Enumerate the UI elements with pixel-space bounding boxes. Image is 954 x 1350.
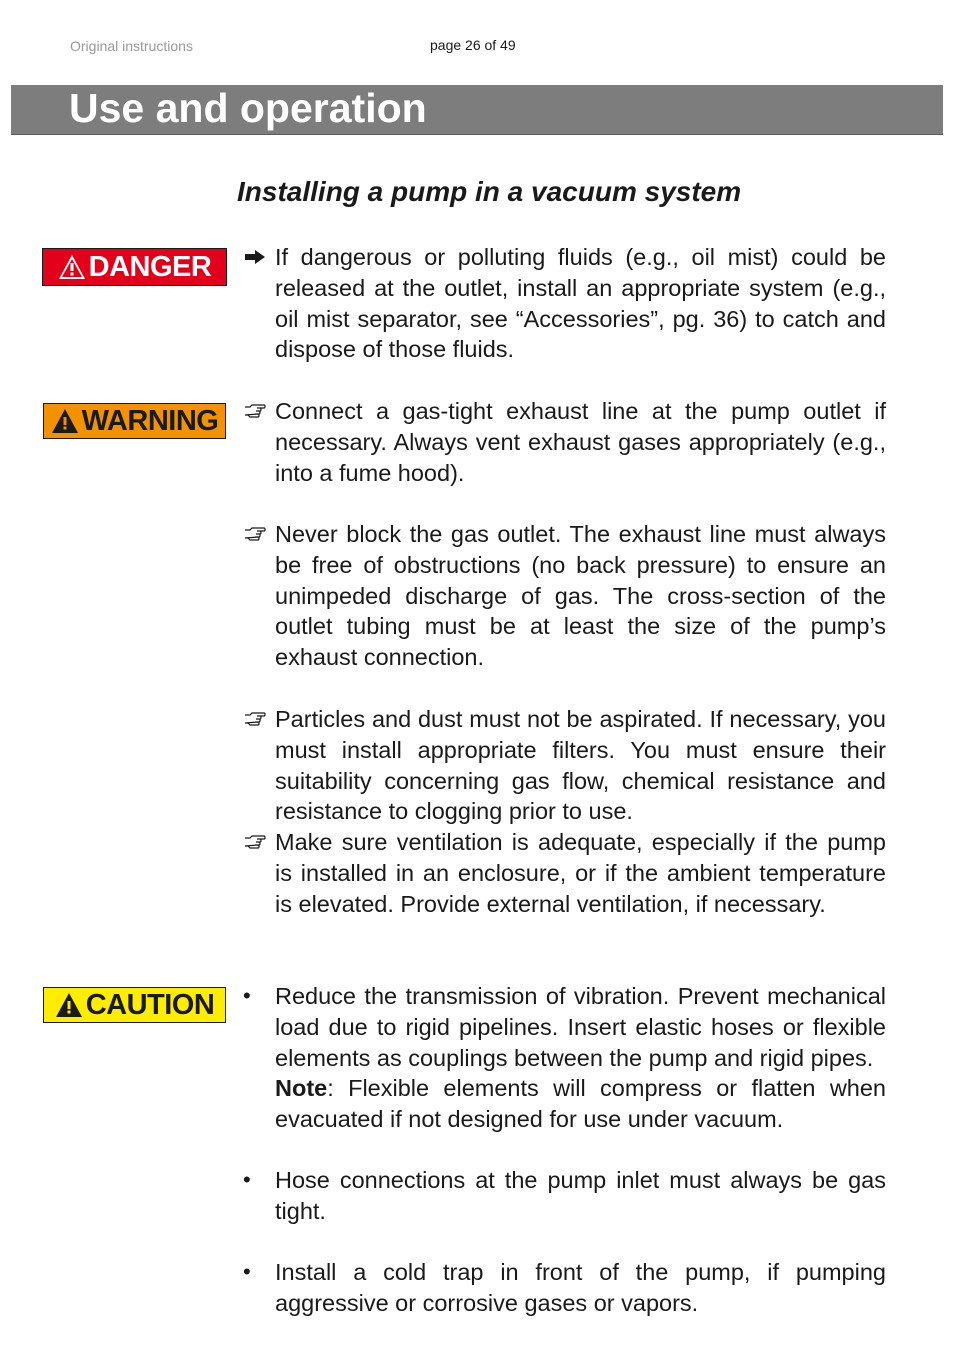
instruction-text: If dangerous or polluting fluids (e.g., oil mist) could be released at the outlet, install an appropriate system (e.g., oil mist separator, see “Accessories”, pg. 36) to catch and dispose of those fluids.: [275, 244, 886, 363]
danger-badge: [43, 249, 226, 285]
section-title: Installing a pump in a vacuum system: [237, 176, 742, 207]
warning-label: WARNING: [81, 404, 219, 437]
note-label: Note: [275, 1075, 328, 1102]
instruction-item: [240, 242, 886, 365]
document-header-label: Original instructions: [70, 38, 193, 54]
instruction-item: [240, 981, 886, 1135]
warning-triangle-icon: [51, 408, 79, 434]
note-text: : Flexible elements will compress or flatten when evacuated if not designed for use under vacuum.: [275, 1075, 886, 1133]
chapter-title-bar: [11, 85, 943, 135]
bullet-dot: •: [243, 1259, 251, 1284]
instruction-text: Connect a gas-tight exhaust line at the pump outlet if necessary. Always vent exhaust gases appropriately (e.g., into a fume hood).: [275, 398, 886, 486]
pointing-hand-icon: [240, 396, 270, 426]
caution-badge: [43, 987, 226, 1023]
pointing-hand-icon: [240, 519, 270, 549]
caution-label: CAUTION: [85, 988, 215, 1021]
bullet-dot: •: [243, 1167, 251, 1192]
right-arrow-icon: [240, 242, 270, 272]
instruction-item: [240, 827, 886, 919]
instruction-text: Never block the gas outlet. The exhaust line must always be free of obstructions (no back pressure) to ensure an unimpeded discharge of gas. The cross-section of the outlet tubing must be at least the size of the pump’s exhaust connection.: [275, 521, 886, 671]
warning-triangle-icon: [58, 254, 86, 280]
pointing-hand-icon: [240, 704, 270, 734]
instruction-item: [240, 396, 886, 488]
instruction-item: [240, 1257, 886, 1319]
instruction-text: Make sure ventilation is adequate, especially if the pump is installed in an enclosure, or if the ambient temperature is elevated. Provide external ventilation, if necessary.: [275, 829, 886, 917]
instruction-text: [275, 981, 886, 1135]
instruction-item: [240, 1165, 886, 1227]
instruction-item: [240, 704, 886, 827]
danger-label: DANGER: [88, 250, 212, 283]
instruction-text: Install a cold trap in front of the pump, if pumping aggressive or corrosive gases or vapors.: [275, 1259, 886, 1316]
chapter-title: Use and operation: [69, 85, 427, 131]
warning-badge: [43, 403, 226, 439]
page-number: page 26 of 49: [430, 37, 516, 53]
instruction-item: [240, 519, 886, 673]
instruction-text: Hose connections at the pump inlet must always be gas tight.: [275, 1167, 886, 1224]
warning-triangle-icon: [55, 992, 83, 1018]
instruction-text: Particles and dust must not be aspirated. If necessary, you must install appropriate filters. You must ensure their suitability concerning gas flow, chemical resistance and resistance to clogging prior to use.: [275, 706, 886, 825]
instruction-body: Reduce the transmission of vibration. Prevent mechanical load due to rigid pipelines. Insert elastic hoses or flexible elements as couplings between the pump and rigid pipes.: [275, 983, 886, 1071]
bullet-dot: •: [243, 983, 251, 1008]
pointing-hand-icon: [240, 827, 270, 857]
